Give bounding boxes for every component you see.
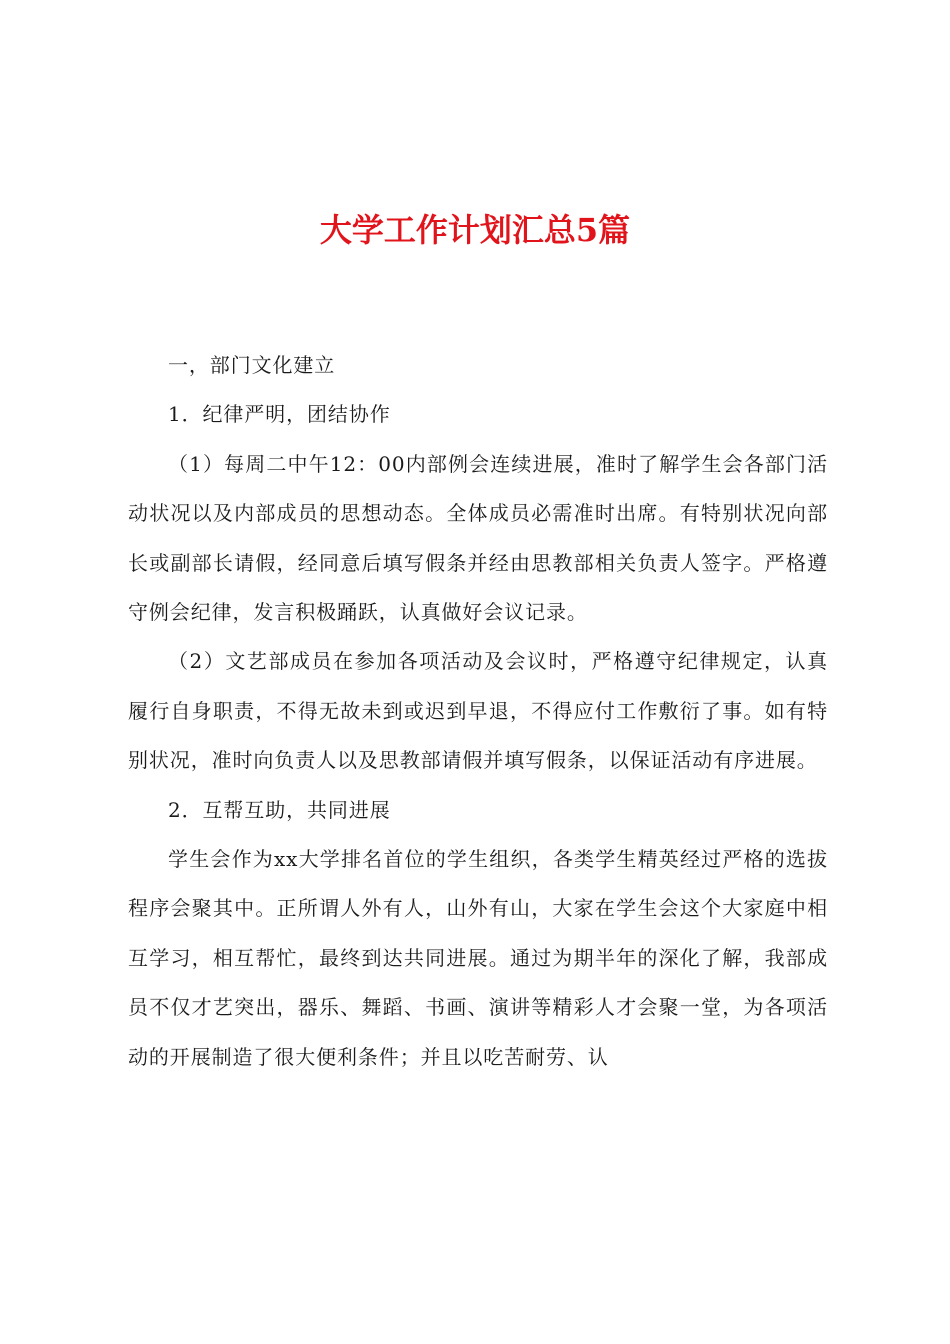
- body-paragraph: （2）文艺部成员在参加各项活动及会议时，严格遵守纪律规定，认真履行自身职责，不得无故未到或迟到早退，不得应付工作敷衍了事。如有特别状况，准时向负责人以及思教部请假并填写假条，以保证活动有序进展。: [128, 649, 828, 773]
- document-title: 大学工作计划汇总5篇: [319, 211, 631, 249]
- section-heading: 一，部门文化建立: [168, 353, 336, 377]
- body-paragraph: （1）每周二中午12：00内部例会连续进展，准时了解学生会各部门活动状况以及内部成员的思想动态。全体成员必需准时出席。有特别状况向部长或副部长请假，经同意后填写假条并经由思教部相关负责人签字。严格遵守例会纪律，发言积极踊跃，认真做好会议记录。: [128, 451, 828, 625]
- subsection-heading: 1．纪律严明，团结协作: [168, 402, 391, 427]
- subsection-heading: 2．互帮互助，共同进展: [168, 797, 391, 822]
- body-paragraph: 学生会作为xx大学排名首位的学生组织，各类学生精英经过严格的选拔程序会聚其中。正所谓人外有人，山外有山，大家在学生会这个大家庭中相互学习，相互帮忙，最终到达共同进展。通过为期半年的深化了解，我部成员不仅才艺突出，器乐、舞蹈、书画、演讲等精彩人才会聚一堂，为各项活动的开展制造了很大便利条件；并且以吃苦耐劳、认: [128, 847, 828, 1069]
- document-body: [128, 341, 828, 1082]
